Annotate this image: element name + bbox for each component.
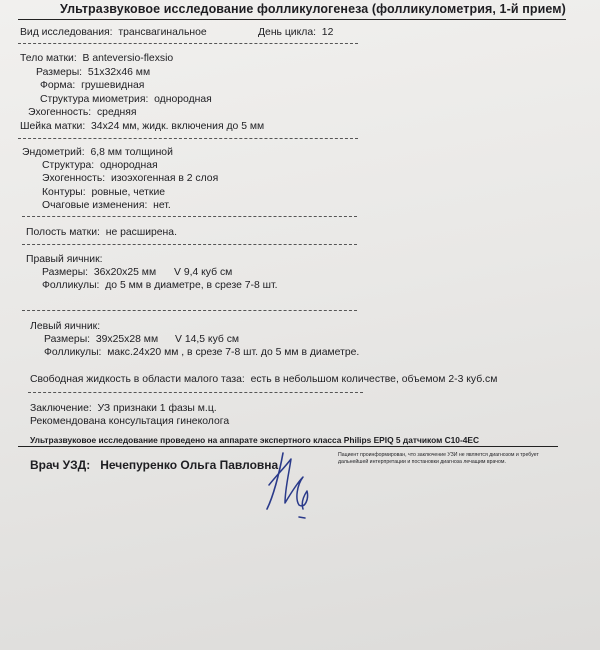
right-ovary-follicles-value: до 5 мм в диаметре, в срезе 7-8 шт. [105,280,278,291]
endometrium-label: Эндометрий: [22,147,85,158]
uterus-shape-label: Форма: [40,80,76,91]
left-ovary-volume: V 14,5 куб см [175,334,240,345]
cavity-value: не расширена. [105,227,177,238]
report-title: Ультразвуковое исследование фолликулогенеза (фолликулометрия, 1-й прием) [60,2,566,16]
left-ovary-follicles-label: Фолликулы: [44,347,102,358]
doctor-label: Врач УЗД: [30,458,91,472]
divider [22,310,357,311]
doctor-name: Нечепуренко Ольга Павловна [100,458,279,472]
myometrium-value: однородная [154,94,212,105]
left-ovary-size-value: 39x25x28 мм [95,334,159,345]
uterus-size-value: 51x32x46 мм [87,67,151,78]
endometrium-contours-label: Контуры: [42,187,86,198]
doctor-line [30,458,278,472]
uterus-size-row [36,67,150,78]
free-fluid-value: есть в небольшом количестве, объемом 2-3 куб.см [250,374,498,385]
endometrium-contours-value: ровные, четкие [91,187,166,198]
myometrium-label: Структура миометрия: [40,94,149,105]
uterus-body-label: Тело матки: [20,53,77,64]
cavity-row [26,227,177,238]
cervix-value: 34x24 мм, жидк. включения до 5 мм [91,121,265,132]
left-ovary-size-row [44,334,158,345]
divider [28,392,363,393]
uterus-body-row [20,53,173,64]
uterus-body-value: В anteversio-flexsio [82,53,174,64]
right-ovary-follicles-row [42,280,278,291]
equipment-note: Ультразвуковое исследование проведено на аппарате экспертного класса Philips EPIQ 5 датчиком C10-4EC [30,435,480,445]
endometrium-structure-label: Структура: [42,160,95,171]
cycle-day-label: День цикла: [258,27,317,38]
right-ovary-size-label: Размеры: [42,267,89,278]
endometrium-echo-row [42,173,218,184]
divider [18,43,358,44]
left-ovary-size-label: Размеры: [44,334,91,345]
title-divider [18,19,566,20]
endometrium-value: 6,8 мм толщиной [90,147,173,158]
uterus-shape-row [40,80,144,91]
endometrium-echo-label: Эхогенность: [42,173,106,184]
myometrium-row [40,94,212,105]
left-ovary-label: Левый яичник: [30,321,101,332]
cervix-row [20,121,264,132]
divider [18,138,358,139]
cavity-label: Полость матки: [26,227,100,238]
uterus-echo-row [28,107,137,118]
right-ovary-volume: V 9,4 куб см [174,267,233,278]
endometrium-contours-row [42,187,165,198]
endometrium-echo-value: изоэхогенная в 2 слоя [110,173,219,184]
cycle-day-row [258,27,333,38]
uterus-shape-value: грушевидная [81,80,145,91]
cycle-day-value: 12 [321,27,334,38]
divider [22,244,357,245]
free-fluid-label: Свободная жидкость в области малого таза: [30,374,245,385]
endometrium-focal-value: нет. [153,200,171,211]
uterus-size-label: Размеры: [36,67,83,78]
endometrium-structure-value: однородная [99,160,158,171]
right-ovary-follicles-label: Фолликулы: [42,280,100,291]
uterus-echo-value: средняя [96,107,137,118]
divider [22,216,357,217]
study-type-row [20,27,207,38]
endometrium-row [22,147,173,158]
endometrium-structure-row [42,160,158,171]
right-ovary-label: Правый яичник: [26,254,103,265]
conclusion-value: УЗ признаки 1 фазы м.ц. [97,403,217,414]
patient-notice: Пациент проинформирован, что заключение УЗИ не является диагнозом и требует дальнейшей интерпретации и постановки диагноза лечащим врачом. [338,452,539,465]
right-ovary-size-value: 36x20x25 мм [93,267,157,278]
free-fluid-row [30,374,497,385]
endometrium-focal-label: Очаговые изменения: [42,200,148,211]
study-type-label: Вид исследования: [20,27,113,38]
endometrium-focal-row [42,200,171,211]
signature-icon [255,445,335,525]
uterus-echo-label: Эхогенность: [28,107,92,118]
conclusion-row [30,403,217,414]
right-ovary-size-row [42,267,156,278]
left-ovary-follicles-value: макс.24x20 мм , в срезе 7-8 шт. до 5 мм в диаметре. [107,347,360,358]
recommendation: Рекомендована консультация гинеколога [30,416,230,427]
left-ovary-follicles-row [44,347,359,358]
conclusion-label: Заключение: [30,403,92,414]
study-type-value: трансвагинальное [118,27,207,38]
cervix-label: Шейка матки: [20,121,86,132]
